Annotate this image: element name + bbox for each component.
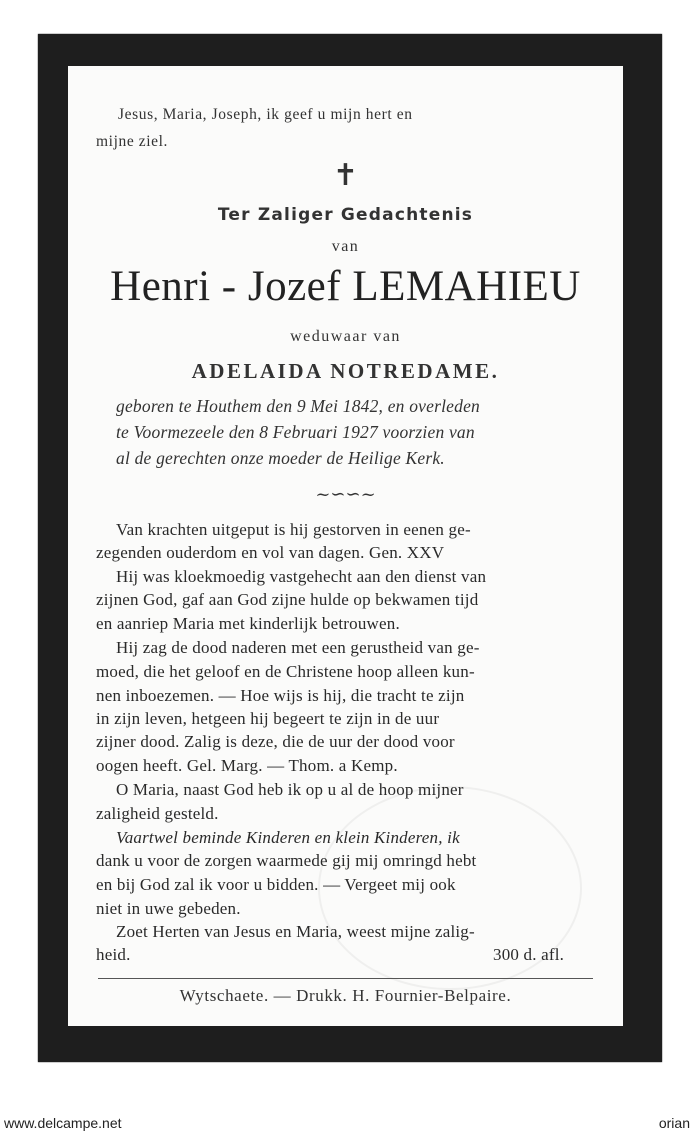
text-line-4: zijnen God, gaf aan God zijne hulde op bekwamen tijd: [96, 590, 479, 609]
cross-icon: ✝: [332, 158, 359, 193]
text-line-11: oogen heeft. Gel. Marg. — Thom. a Kemp.: [96, 756, 398, 775]
text-line-9: in zijn leven, hetgeen hij begeert te zijn in de uur: [96, 709, 440, 728]
text-line-14: Vaartwel beminde Kinderen en klein Kinderen, ik: [116, 828, 460, 847]
text-line-5: en aanriep Maria met kinderlijk betrouwen.: [96, 614, 400, 633]
text-line-8: nen inboezemen. — Hoe wijs is hij, die tracht te zijn: [96, 686, 465, 705]
text-line-17: niet in uwe gebeden.: [96, 899, 241, 918]
text-line-3: Hij was kloekmoedig vastgehecht aan den dienst van: [116, 567, 487, 586]
birth-death-line-1: geboren te Houthem den 9 Mei 1842, en overleden: [116, 396, 480, 416]
prayer-line-1: Jesus, Maria, Joseph, ik geef u mijn hert en: [118, 106, 413, 123]
van-label: van: [331, 238, 360, 255]
watermark-left: www.delcampe.net: [4, 1115, 122, 1131]
text-line-12: O Maria, naast God heb ik op u al de hoop mijner: [116, 780, 464, 799]
footer-divider: [98, 978, 593, 979]
text-line-19-word: heid.: [96, 945, 131, 964]
memorial-card: [68, 66, 623, 1026]
text-line-10: zijner dood. Zalig is deze, die de uur der dood voor: [96, 732, 455, 751]
watermark-right: orian: [658, 1115, 690, 1131]
widower-label: weduwaar van: [290, 328, 401, 345]
text-line-2: zegenden ouderdom en vol van dagen. Gen. XXV: [96, 543, 445, 562]
text-line-7: moed, die het geloof en de Christene hoop alleen kun-: [96, 662, 475, 681]
text-line-15: dank u voor de zorgen waarmede gij mij omringd hebt: [96, 851, 477, 870]
indulgence-note: 300 d. afl.: [493, 945, 565, 964]
printer-credit: Wytschaete. — Drukk. H. Fournier-Belpaire.: [179, 986, 512, 1005]
spouse-name: ADELAIDA NOTREDAME.: [191, 359, 500, 383]
text-line-6: Hij zag de dood naderen met een gerustheid van ge-: [116, 638, 480, 657]
memorial-heading: Ter Zaliger Gedachtenis: [217, 205, 474, 225]
text-line-1: Van krachten uitgeput is hij gestorven in eenen ge-: [116, 520, 471, 539]
text-line-13: zaligheid gesteld.: [96, 804, 219, 823]
flourish-ornament: ~∽∽~: [315, 484, 376, 505]
text-line-16: en bij God zal ik voor u bidden. — Vergeet mij ook: [96, 875, 456, 894]
text-line-18: Zoet Herten van Jesus en Maria, weest mijne zalig-: [116, 922, 475, 941]
deceased-name: Henri - Jozef LEMAHIEU: [110, 263, 581, 310]
birth-death-line-3: al de gerechten onze moeder de Heilige Kerk.: [116, 448, 445, 468]
birth-death-line-2: te Voormezeele den 8 Februari 1927 voorzien van: [116, 422, 475, 442]
prayer-line-2: mijne ziel.: [96, 133, 169, 150]
